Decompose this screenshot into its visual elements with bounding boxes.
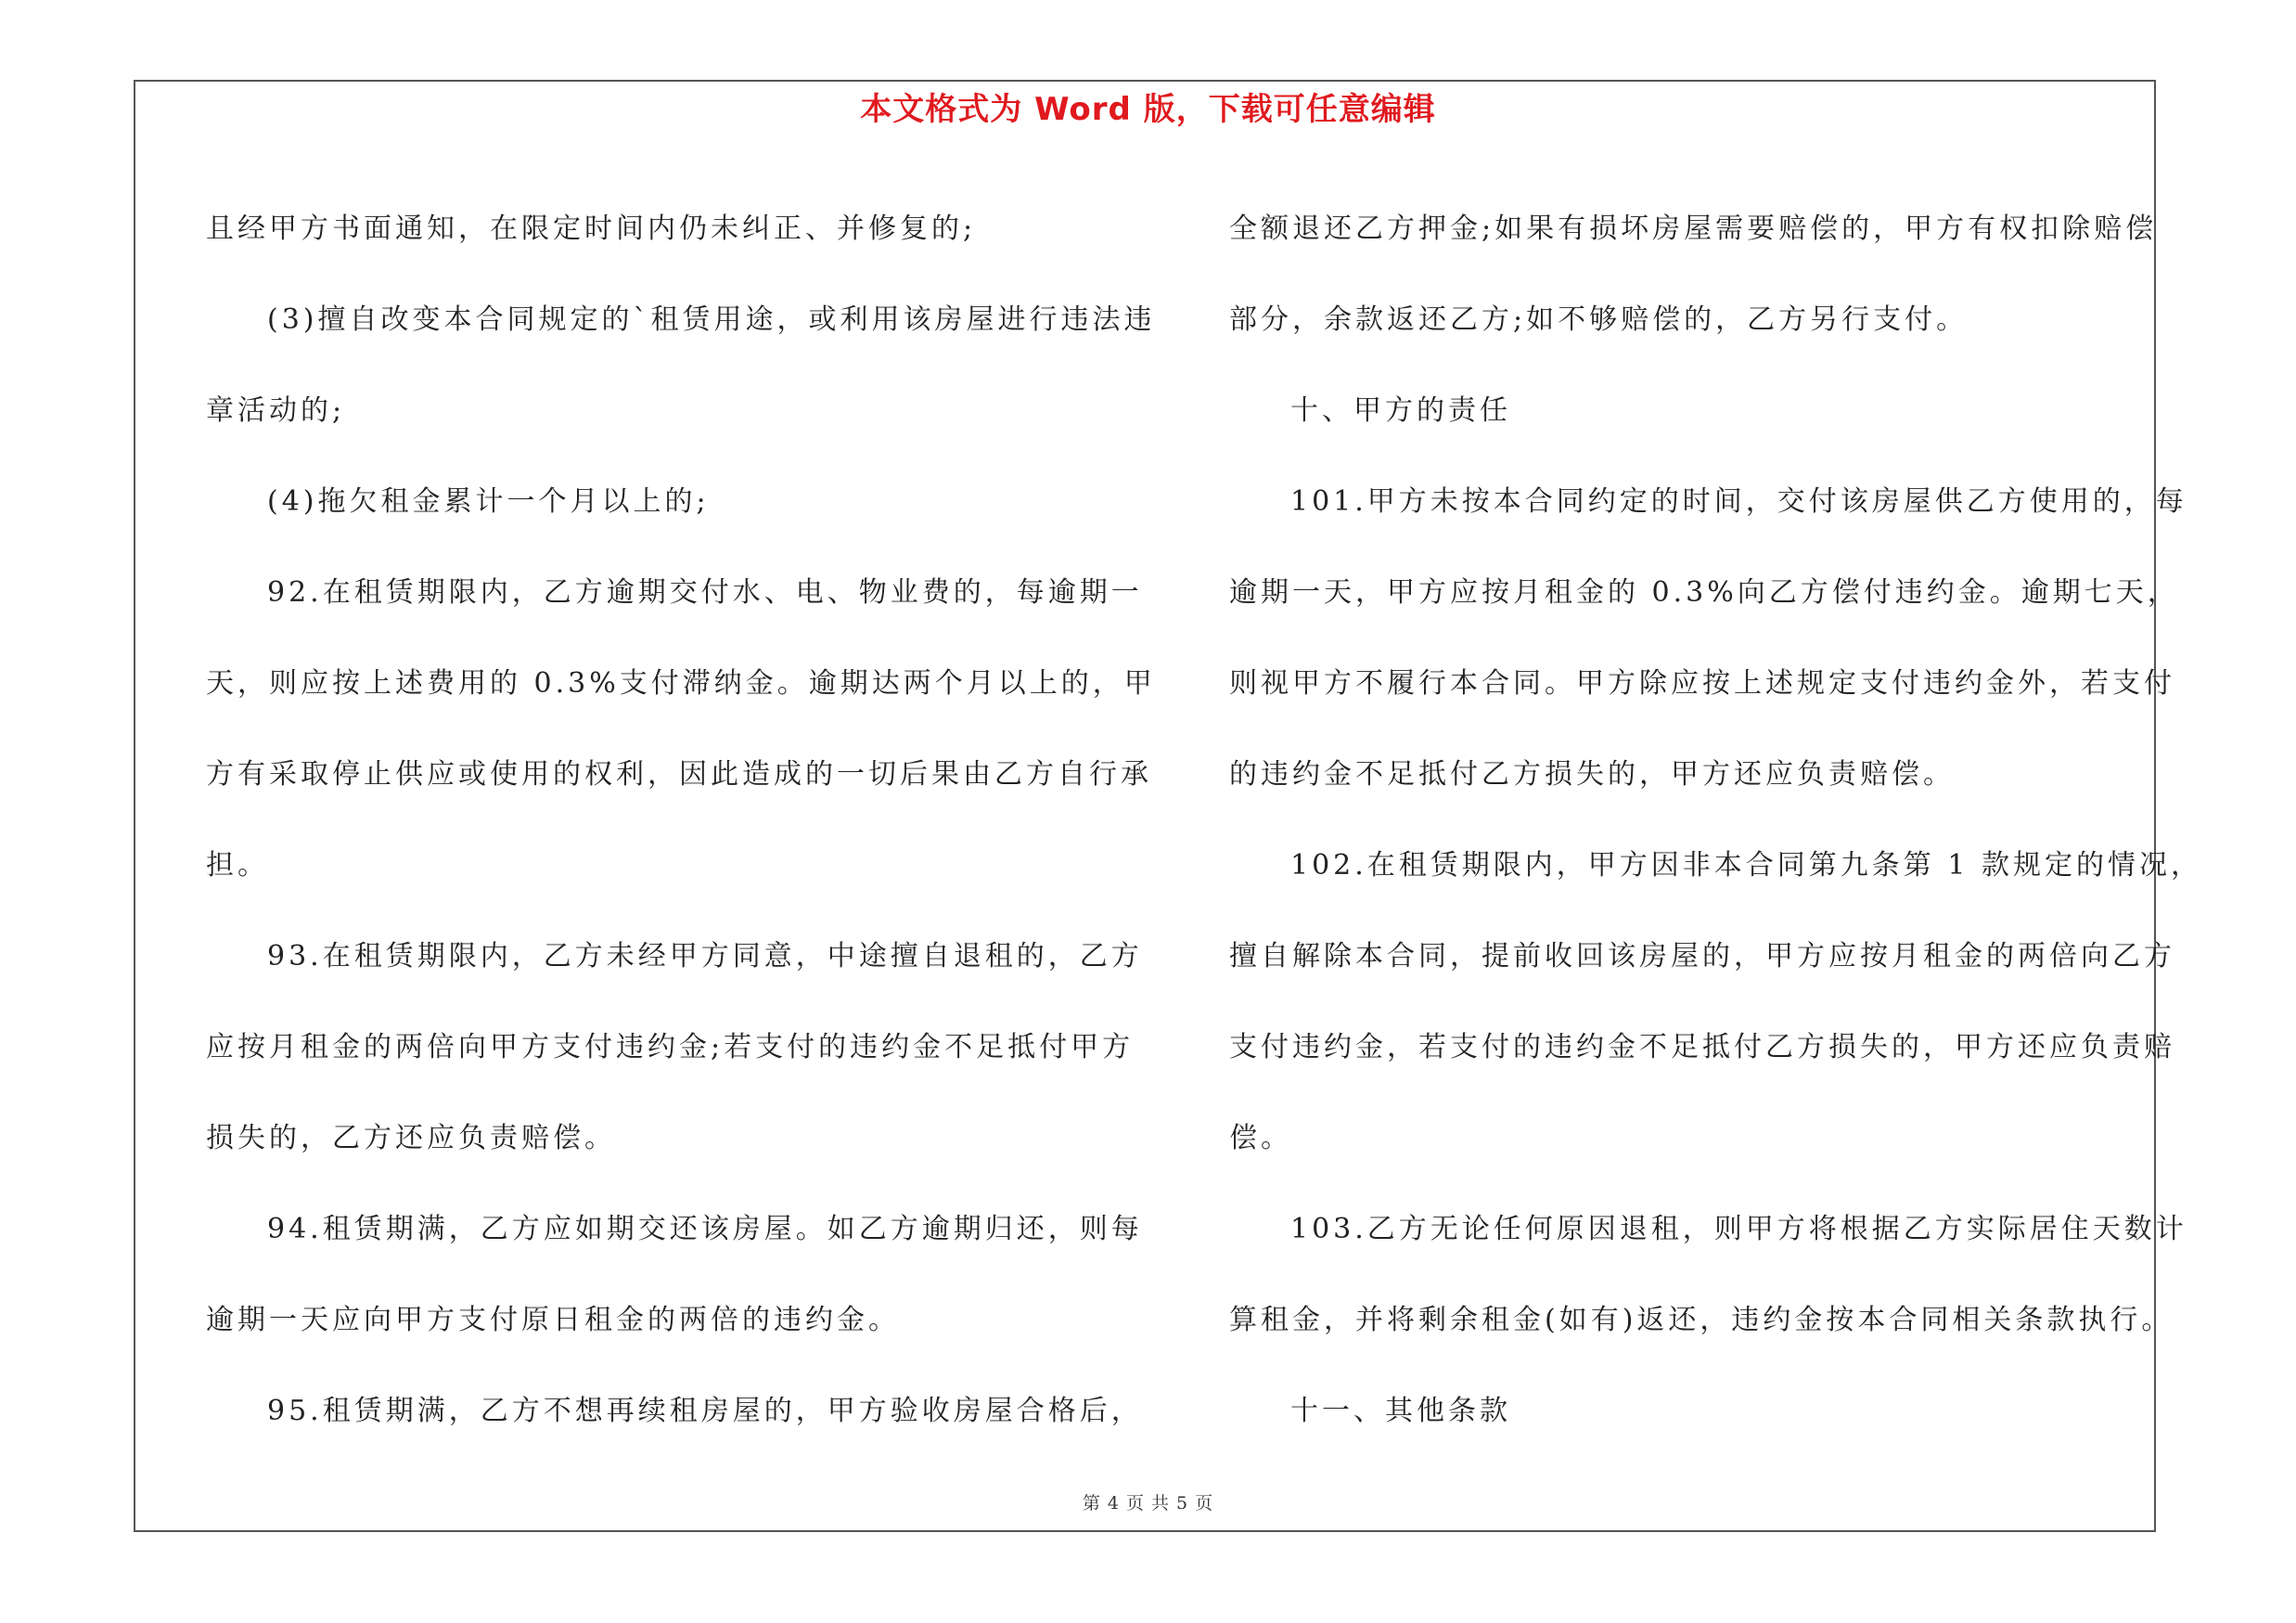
text-line: 应按月租金的两倍向甲方支付违约金;若支付的违约金不足抵付甲方 [206, 1031, 1135, 1063]
text-line: 擅自解除本合同，提前收回该房屋的，甲方应按月租金的两倍向乙方 [1229, 940, 2175, 973]
text-line: 95.租赁期满，乙方不想再续租房屋的，甲方验收房屋合格后， [267, 1395, 1143, 1427]
text-line: 算租金，并将剩余租金(如有)返还，违约金按本合同相关条款执行。 [1229, 1304, 2174, 1336]
text-line: 92.在租赁期限内，乙方逾期交付水、电、物业费的，每逾期一 [267, 576, 1143, 609]
paragraph [1229, 184, 2157, 366]
paragraph [206, 911, 1143, 1184]
left-column [206, 184, 1156, 1457]
text-line: 全额退还乙方押金;如果有损坏房屋需要赔偿的，甲方有权扣除赔偿 [1229, 213, 2158, 245]
paragraph [1229, 1184, 2187, 1366]
text-line: 损失的，乙方还应负责赔偿。 [206, 1122, 616, 1154]
text-line: 天，则应按上述费用的 0.3%支付滞纳金。逾期达两个月以上的，甲 [206, 667, 1156, 700]
text-line: 94.租赁期满，乙方应如期交还该房屋。如乙方逾期归还，则每 [267, 1213, 1143, 1245]
paragraph [1229, 820, 2202, 1184]
text-line: (4)拖欠租金累计一个月以上的; [267, 485, 710, 518]
paragraph [206, 275, 1156, 457]
text-line: 103.乙方无论任何原因退租，则甲方将根据乙方实际居住天数计 [1290, 1213, 2187, 1245]
paragraph [206, 547, 1156, 911]
paragraph [1229, 366, 2157, 457]
text-line: 93.在租赁期限内，乙方未经甲方同意，中途擅自退租的，乙方 [267, 940, 1143, 973]
page-number-footer: 第 4 页 共 5 页 [1082, 1493, 1214, 1514]
text-line: 章活动的; [206, 394, 346, 427]
paragraph [206, 1184, 1143, 1366]
text-line: 十一、其他条款 [1290, 1395, 1511, 1427]
text-line: 偿。 [1229, 1122, 1292, 1154]
text-line: (3)擅自改变本合同规定的`租赁用途，或利用该房屋进行违法违 [267, 303, 1156, 336]
text-line: 逾期一天应向甲方支付原日租金的两倍的违约金。 [206, 1304, 900, 1336]
format-notice-banner: 本文格式为 Word 版，下载可任意编辑 [860, 91, 1436, 128]
text-line: 担。 [206, 849, 269, 882]
paragraph [1229, 1366, 2157, 1457]
text-line: 部分，余款返还乙方;如不够赔偿的，乙方另行支付。 [1229, 303, 1969, 336]
text-line: 支付违约金，若支付的违约金不足抵付乙方损失的，甲方还应负责赔 [1229, 1031, 2175, 1063]
text-line: 的违约金不足抵付乙方损失的，甲方还应负责赔偿。 [1229, 758, 1955, 791]
text-line: 102.在租赁期限内，甲方因非本合同第九条第 1 款规定的情况， [1290, 849, 2202, 882]
text-line: 且经甲方书面通知，在限定时间内仍未纠正、并修复的; [206, 213, 977, 245]
text-line: 逾期一天，甲方应按月租金的 0.3%向乙方偿付违约金。逾期七天， [1229, 576, 2179, 609]
right-column [1229, 184, 2202, 1457]
paragraph [206, 1366, 1143, 1457]
paragraph [206, 184, 1134, 275]
text-line: 方有采取停止供应或使用的权利，因此造成的一切后果由乙方自行承 [206, 758, 1152, 791]
paragraph [1229, 457, 2187, 820]
paragraph [206, 457, 1134, 547]
text-line: 101.甲方未按本合同约定的时间，交付该房屋供乙方使用的，每 [1290, 485, 2187, 518]
text-line: 则视甲方不履行本合同。甲方除应按上述规定支付违约金外，若支付 [1229, 667, 2175, 700]
text-line: 十、甲方的责任 [1290, 394, 1511, 427]
